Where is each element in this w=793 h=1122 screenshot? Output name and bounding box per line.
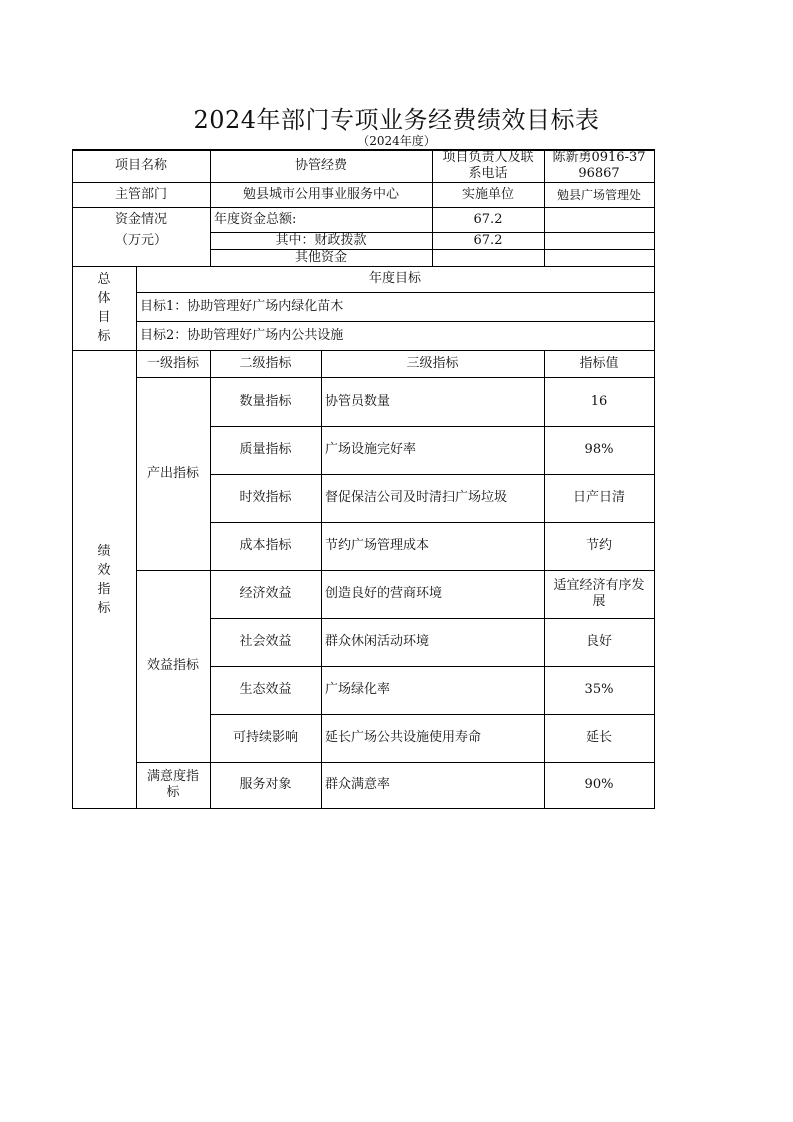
level2-cell: 服务对象	[239, 777, 292, 792]
goal-1: 目标1：协助管理好广场内绿化苗木	[140, 298, 344, 314]
dept-value: 勉县城市公用事业服务中心	[242, 186, 399, 202]
level3-cell: 节约广场管理成本	[325, 538, 430, 553]
side-char: 目	[97, 310, 111, 325]
side-char: 总	[97, 272, 111, 287]
level3-cell: 督促保洁公司及时清扫广场垃圾	[325, 490, 508, 505]
level2-cell: 经济效益	[239, 586, 292, 601]
level3-cell: 群众满意率	[325, 777, 391, 792]
level3-cell: 群众休闲活动环境	[325, 634, 430, 649]
level1-satisfaction: 满意度指标	[146, 769, 199, 800]
overall-goal-side-label	[72, 266, 136, 350]
funds-total-label: 年度资金总额:	[214, 211, 297, 227]
goal-2: 目标2：协助管理好广场内公共设施	[140, 327, 344, 343]
funds-total-value: 67.2	[473, 211, 503, 227]
level2-cell: 可持续影响	[232, 730, 298, 745]
funds-fiscal-value: 67.2	[473, 232, 503, 248]
performance-table	[72, 149, 655, 809]
value-cell: 日产日清	[572, 490, 625, 505]
contact-label: 项目负责人及联系电话	[442, 149, 534, 181]
contact-value: 陈新勇0916-3796867	[552, 149, 646, 181]
col-header-value: 指标值	[579, 355, 619, 371]
level3-cell: 广场绿化率	[325, 682, 391, 697]
side-char: 标	[97, 600, 111, 616]
project-name-label: 项目名称	[114, 157, 167, 173]
annual-goal-header: 年度目标	[368, 271, 421, 286]
level2-cell: 数量指标	[239, 393, 292, 409]
col-header-level2: 二级指标	[239, 355, 292, 371]
project-name-value: 协管经费	[294, 157, 347, 173]
level1-benefit: 效益指标	[146, 658, 199, 673]
value-cell: 延长	[585, 730, 612, 745]
dept-label: 主管部门	[114, 186, 167, 202]
value-cell: 16	[590, 393, 608, 409]
col-header-level1: 一级指标	[146, 355, 199, 371]
page-subtitle: （2024年度）	[357, 134, 436, 148]
funds-label: 资金情况	[114, 211, 167, 227]
side-char: 指	[97, 581, 111, 597]
side-char: 效	[97, 562, 111, 578]
level2-cell: 成本指标	[239, 538, 292, 553]
table-border-bottom	[72, 808, 655, 809]
value-cell: 节约	[585, 538, 612, 553]
level2-cell: 时效指标	[239, 490, 292, 505]
table-border-right	[654, 149, 655, 809]
side-char: 绩	[97, 543, 111, 559]
impl-value: 勉县广场管理处	[556, 187, 641, 202]
impl-label: 实施单位	[461, 186, 514, 202]
level3-cell: 协管员数量	[325, 393, 391, 409]
level3-cell: 创造良好的营商环境	[325, 586, 443, 601]
value-cell: 35%	[584, 682, 614, 697]
funds-other-value	[432, 249, 544, 266]
page-title: 2024年部门专项业务经费绩效目标表	[193, 106, 600, 134]
level3-cell: 延长广场公共设施使用寿命	[325, 730, 482, 745]
funds-other-label: 其他资金	[294, 249, 347, 265]
funds-total-extra	[544, 207, 654, 232]
performance-side-label	[72, 350, 136, 809]
value-cell: 适宜经济有序发展	[553, 578, 645, 609]
value-cell: 90%	[584, 777, 614, 792]
side-char: 体	[97, 291, 111, 306]
value-cell: 98%	[584, 442, 614, 457]
level2-cell: 社会效益	[239, 634, 292, 649]
level3-cell: 广场设施完好率	[325, 442, 417, 457]
level1-output: 产出指标	[146, 465, 199, 481]
funds-unit-label: （万元）	[114, 232, 167, 248]
col-header-level3: 三级指标	[406, 355, 459, 371]
level2-cell: 生态效益	[239, 682, 292, 697]
side-char: 标	[97, 329, 111, 344]
level2-cell: 质量指标	[239, 442, 292, 457]
value-cell: 良好	[585, 634, 612, 649]
funds-fiscal-label: 其中：财政拨款	[275, 232, 367, 248]
